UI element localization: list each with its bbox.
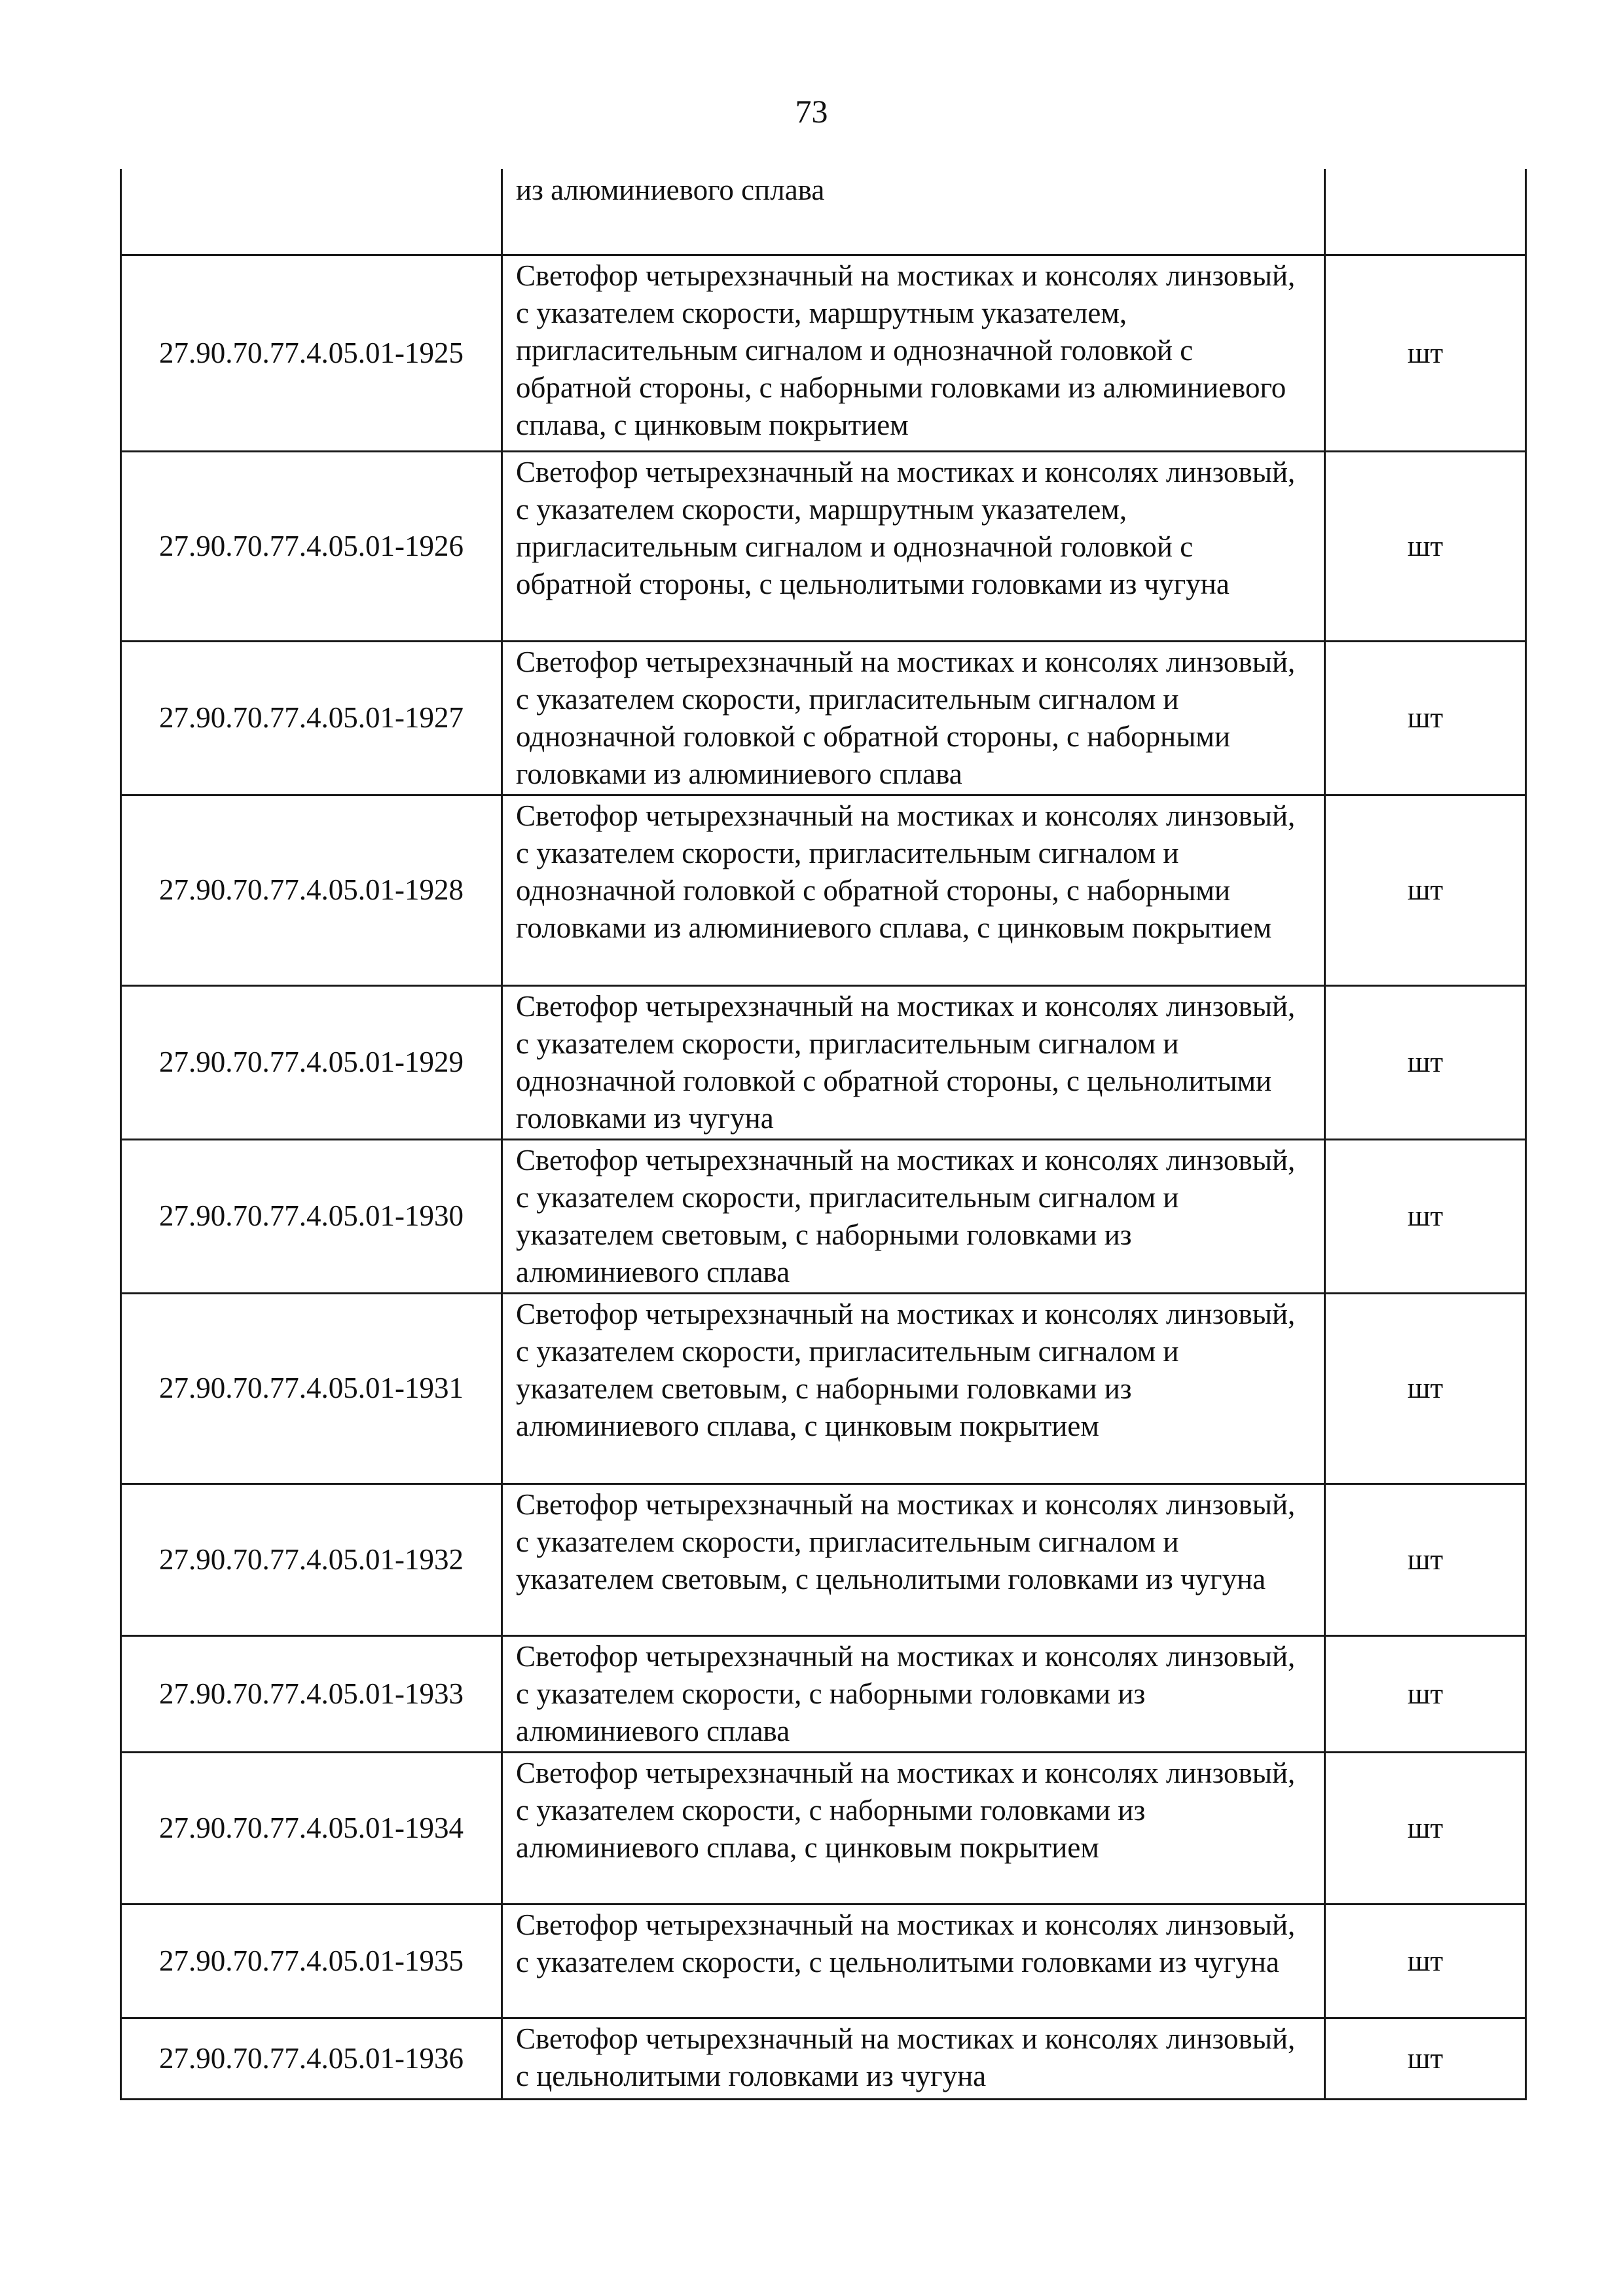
item-description: Светофор четырехзначный на мостиках и консолях линзовый, с указателем скорости, пригласительным сигналом и однозначной головкой с обратной стороны, с цельнолитыми головками из чугуна bbox=[502, 985, 1325, 1139]
item-unit: шт bbox=[1325, 1904, 1526, 2018]
item-unit: шт bbox=[1325, 1484, 1526, 1635]
item-code: 27.90.70.77.4.05.01-1935 bbox=[121, 1904, 502, 2018]
item-unit bbox=[1325, 169, 1526, 255]
table-row bbox=[121, 1752, 1526, 1904]
item-unit: шт bbox=[1325, 641, 1526, 795]
table-row bbox=[121, 985, 1526, 1139]
item-description: Светофор четырехзначный на мостиках и консолях линзовый, с указателем скорости, с наборными головками из алюминиевого сплава, с цинковым покрытием bbox=[502, 1752, 1325, 1904]
table-row bbox=[121, 255, 1526, 451]
item-description: Светофор четырехзначный на мостиках и консолях линзовый, с указателем скорости, пригласительным сигналом и указателем световым, с цельнолитыми головками из чугуна bbox=[502, 1484, 1325, 1635]
item-code: 27.90.70.77.4.05.01-1927 bbox=[121, 641, 502, 795]
item-unit: шт bbox=[1325, 795, 1526, 985]
item-description: Светофор четырехзначный на мостиках и консолях линзовый, с указателем скорости, пригласительным сигналом и однозначной головкой с обратной стороны, с наборными головками из алюминиевого сплава bbox=[502, 641, 1325, 795]
table-row bbox=[121, 1904, 1526, 2018]
item-description: Светофор четырехзначный на мостиках и консолях линзовый, с указателем скорости, пригласительным сигналом и указателем световым, с наборными головками из алюминиевого сплава, с цинковым покрытием bbox=[502, 1293, 1325, 1484]
table-row bbox=[121, 2018, 1526, 2099]
item-unit: шт bbox=[1325, 451, 1526, 641]
continuation-row bbox=[121, 169, 1526, 255]
item-code: 27.90.70.77.4.05.01-1929 bbox=[121, 985, 502, 1139]
item-code: 27.90.70.77.4.05.01-1928 bbox=[121, 795, 502, 985]
item-code: 27.90.70.77.4.05.01-1932 bbox=[121, 1484, 502, 1635]
item-description: Светофор четырехзначный на мостиках и консолях линзовый, с цельнолитыми головками из чугуна bbox=[502, 2018, 1325, 2099]
table-row bbox=[121, 451, 1526, 641]
item-code: 27.90.70.77.4.05.01-1925 bbox=[121, 255, 502, 451]
table-row bbox=[121, 641, 1526, 795]
item-unit: шт bbox=[1325, 2018, 1526, 2099]
items-table bbox=[120, 169, 1527, 2100]
item-code: 27.90.70.77.4.05.01-1930 bbox=[121, 1139, 502, 1293]
item-description: Светофор четырехзначный на мостиках и консолях линзовый, с указателем скорости, с наборными головками из алюминиевого сплава bbox=[502, 1635, 1325, 1752]
table-row bbox=[121, 1484, 1526, 1635]
item-code: 27.90.70.77.4.05.01-1933 bbox=[121, 1635, 502, 1752]
item-unit: шт bbox=[1325, 255, 1526, 451]
item-unit: шт bbox=[1325, 1635, 1526, 1752]
table-row bbox=[121, 1139, 1526, 1293]
item-unit: шт bbox=[1325, 985, 1526, 1139]
item-description: Светофор четырехзначный на мостиках и консолях линзовый, с указателем скорости, пригласительным сигналом и однозначной головкой с обратной стороны, с наборными головками из алюминиевого сплава, с цинковым покрытием bbox=[502, 795, 1325, 985]
item-code: 27.90.70.77.4.05.01-1931 bbox=[121, 1293, 502, 1484]
item-code bbox=[121, 169, 502, 255]
item-code: 27.90.70.77.4.05.01-1934 bbox=[121, 1752, 502, 1904]
item-description: Светофор четырехзначный на мостиках и консолях линзовый, с указателем скорости, с цельнолитыми головками из чугуна bbox=[502, 1904, 1325, 2018]
item-description: Светофор четырехзначный на мостиках и консолях линзовый, с указателем скорости, маршрутным указателем, пригласительным сигналом и однозначной головкой с обратной стороны, с наборными головками из алюминиевого сплава, с цинковым покрытием bbox=[502, 255, 1325, 451]
table-row bbox=[121, 1293, 1526, 1484]
item-unit: шт bbox=[1325, 1752, 1526, 1904]
table-row bbox=[121, 1635, 1526, 1752]
item-description: Светофор четырехзначный на мостиках и консолях линзовый, с указателем скорости, маршрутным указателем, пригласительным сигналом и однозначной головкой с обратной стороны, с цельнолитыми головками из чугуна bbox=[502, 451, 1325, 641]
item-code: 27.90.70.77.4.05.01-1936 bbox=[121, 2018, 502, 2099]
item-unit: шт bbox=[1325, 1293, 1526, 1484]
items-table-body bbox=[121, 169, 1526, 2099]
item-description: Светофор четырехзначный на мостиках и консолях линзовый, с указателем скорости, пригласительным сигналом и указателем световым, с наборными головками из алюминиевого сплава bbox=[502, 1139, 1325, 1293]
item-unit: шт bbox=[1325, 1139, 1526, 1293]
item-code: 27.90.70.77.4.05.01-1926 bbox=[121, 451, 502, 641]
item-description: из алюминиевого сплава bbox=[502, 169, 1325, 255]
page-number: 73 bbox=[795, 93, 828, 130]
table-row bbox=[121, 795, 1526, 985]
